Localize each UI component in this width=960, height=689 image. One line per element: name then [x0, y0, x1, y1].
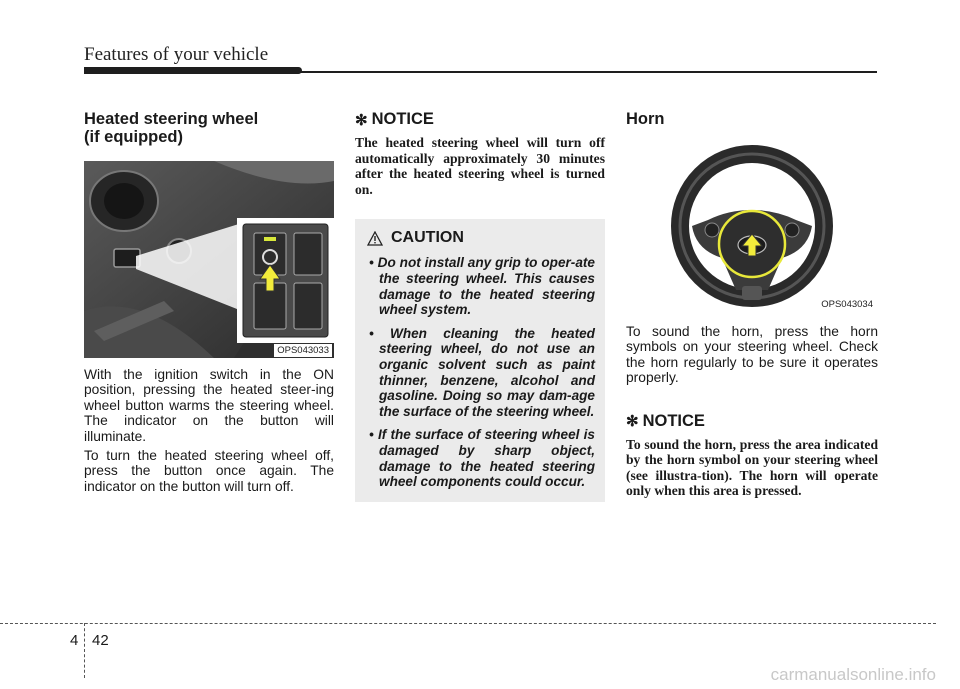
body-paragraph: To turn the heated steering wheel off, press the button once again. The indicator on the button will turn off.: [84, 448, 334, 494]
bullet-dot-icon: •: [369, 255, 378, 271]
horn-title: Horn: [626, 110, 665, 128]
right-column: [626, 110, 878, 499]
caution-item-text: Do not install any grip to oper-ate the steering wheel. This causes damage to the heated steering wheel system.: [377, 255, 595, 318]
page-header-title: Features of your vehicle: [84, 44, 269, 65]
footer-divider: [84, 623, 85, 678]
watermark-text: carmanualsonline.info: [770, 665, 936, 684]
caution-header: [367, 229, 595, 247]
heated-wheel-title: [84, 110, 334, 146]
notice-star-icon: ✻: [626, 413, 639, 431]
steering-wheel-illustration: [626, 140, 878, 312]
caution-triangle-icon: [367, 231, 383, 246]
header-rule-thick: [84, 67, 302, 74]
title-line: Heated steering wheel: [84, 110, 259, 128]
horn-illustration: [626, 140, 878, 312]
caution-box: [355, 219, 605, 501]
bullet-dot-icon: •: [369, 325, 390, 341]
notice-heading-text: NOTICE: [642, 411, 705, 430]
title-line: (if equipped): [84, 128, 183, 146]
bullet-dot-icon: •: [369, 427, 378, 443]
page-number: 42: [92, 632, 109, 649]
notice-star-icon: ✻: [355, 111, 368, 129]
image-code-label: OPS043033: [274, 344, 332, 357]
caution-item-text: If the surface of steering wheel is damaged by sharp object, damage to the heated steering wheel components could occur.: [377, 427, 595, 490]
middle-column: [355, 110, 605, 502]
caution-item: [365, 427, 595, 489]
image-code-label: OPS043034: [818, 298, 876, 311]
caution-item-text: When cleaning the heated steering wheel, do not use an organic solvent such as paint thinner, benzene, alcohol and gasoline. Doing so may dam-age the surface of the steering wheel.: [379, 325, 595, 419]
heated-wheel-illustration: [84, 161, 334, 358]
notice-heading-text: NOTICE: [371, 110, 434, 128]
header-rule-thin: [300, 71, 877, 73]
notice-heading: [626, 412, 878, 431]
caution-title: CAUTION: [391, 229, 464, 247]
horn-paragraph: To sound the horn, press the horn symbols on your steering wheel. Check the horn regularly to be sure it operates properly.: [626, 324, 878, 386]
caution-list: [365, 255, 595, 489]
footer-rule: [0, 623, 936, 624]
caution-item: [365, 326, 595, 420]
notice-text: To sound the horn, press the area indicated by the horn symbol on your steering wheel (see illustra-tion). The horn will operate only when this area is pressed.: [626, 436, 878, 499]
dashboard-illustration: [84, 161, 334, 358]
notice-heading: [355, 110, 605, 129]
left-column: [84, 110, 334, 494]
notice-text: The heated steering wheel will turn off automatically approximately 30 minutes after the heated steering wheel is turned on.: [355, 135, 605, 197]
body-paragraph: With the ignition switch in the ON position, pressing the heated steer-ing wheel button warms the steering wheel. The indicator on the button will illuminate.: [84, 367, 334, 444]
chapter-number: 4: [70, 632, 79, 649]
caution-item: [365, 255, 595, 317]
